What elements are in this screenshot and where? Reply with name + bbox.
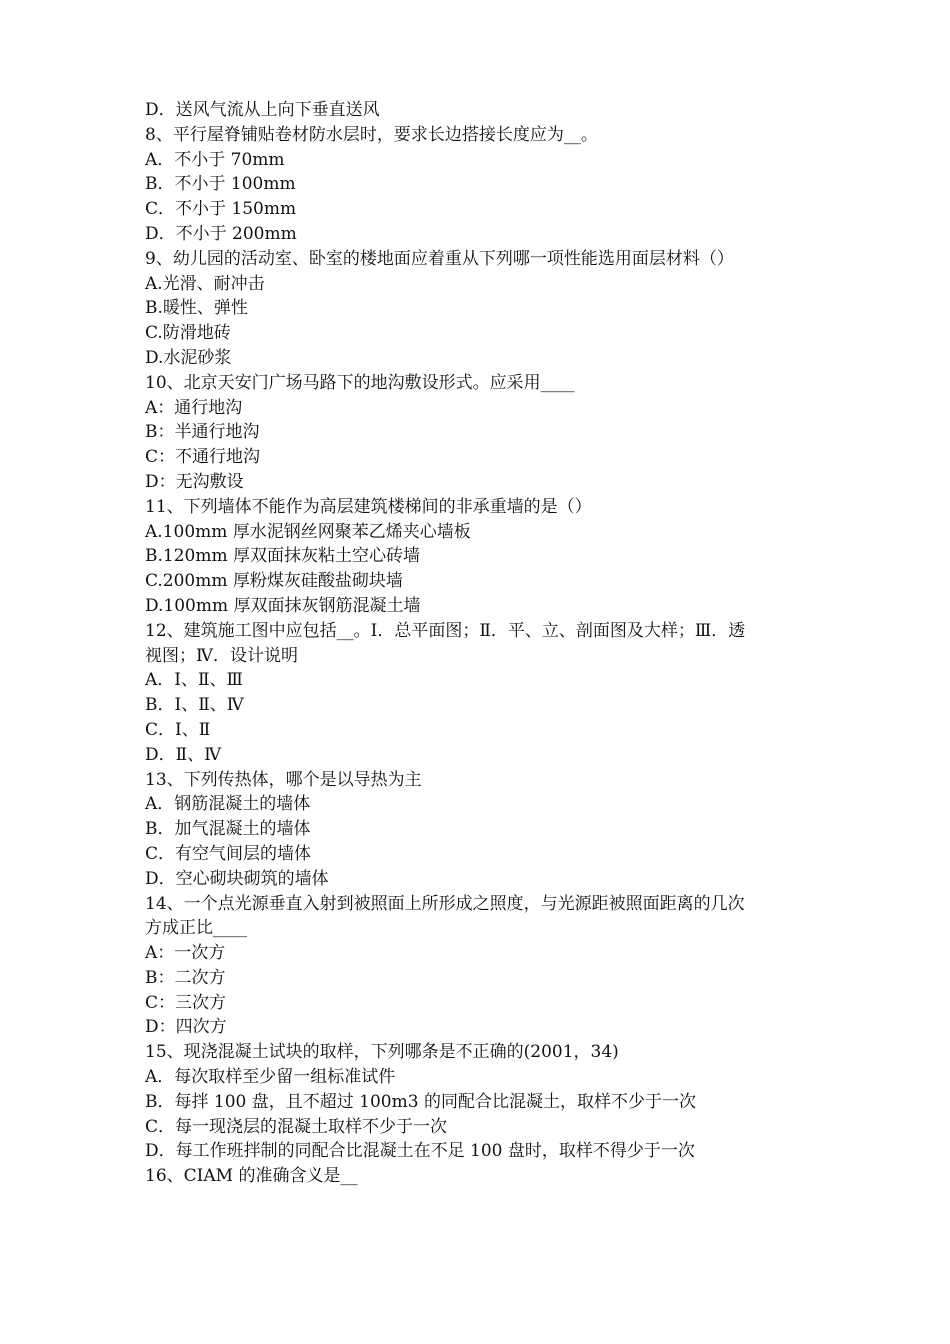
text-line: A．Ⅰ、Ⅱ、Ⅲ	[145, 670, 243, 691]
text-line: A.光滑、耐冲击	[145, 273, 265, 294]
text-line: D.水泥砂浆	[145, 347, 232, 368]
text-line: D.100mm 厚双面抹灰钢筋混凝土墙	[145, 595, 421, 616]
text-line: C：不通行地沟	[145, 447, 261, 468]
text-line: 11、下列墙体不能作为高层建筑楼梯间的非承重墙的是（）	[145, 496, 592, 517]
text-line: C.防滑地砖	[145, 323, 231, 344]
text-line: A：通行地沟	[145, 397, 243, 418]
text-line: B．不小于 100mm	[145, 174, 296, 195]
text-line: C.200mm 厚粉煤灰硅酸盐砌块墙	[145, 571, 403, 592]
text-line: A：一次方	[145, 943, 226, 964]
text-line: C．每一现浇层的混凝土取样不少于一次	[145, 1116, 448, 1137]
text-line: B.120mm 厚双面抹灰粘土空心砖墙	[145, 546, 420, 567]
document-body	[145, 98, 815, 1189]
text-line: B.暖性、弹性	[145, 298, 248, 319]
text-line: 9、幼儿园的活动室、卧室的楼地面应着重从下列哪一项性能选用面层材料（）	[145, 248, 734, 269]
text-line: A．每次取样至少留一组标准试件	[145, 1067, 396, 1088]
text-line: 10、北京天安门广场马路下的地沟敷设形式。应采用____	[145, 372, 575, 393]
text-line: 8、平行屋脊铺贴卷材防水层时，要求长边搭接长度应为__。	[145, 124, 598, 145]
text-line: D．Ⅱ、Ⅳ	[145, 744, 222, 765]
text-line: 视图；Ⅳ．设计说明	[145, 645, 298, 666]
text-line: B．每拌 100 盘，且不超过 100m3 的同配合比混凝土，取样不少于一次	[145, 1091, 696, 1112]
text-line: B：半通行地沟	[145, 422, 260, 443]
text-line: B．加气混凝土的墙体	[145, 819, 311, 840]
text-line: D：四次方	[145, 1017, 227, 1038]
text-line: B：二次方	[145, 967, 226, 988]
text-line: C．Ⅰ、Ⅱ	[145, 719, 211, 740]
text-line: D：无沟敷设	[145, 471, 244, 492]
text-line: A.100mm 厚水泥钢丝网聚苯乙烯夹心墙板	[145, 521, 471, 542]
text-line: C．有空气间层的墙体	[145, 843, 312, 864]
text-line: D．不小于 200mm	[145, 223, 297, 244]
text-line: 12、建筑施工图中应包括__。Ⅰ．总平面图；Ⅱ．平、立、剖面图及大样；Ⅲ．透	[145, 620, 746, 641]
text-line: A．钢筋混凝土的墙体	[145, 794, 311, 815]
text-line: D．送风气流从上向下垂直送风	[145, 100, 380, 120]
text-line: 15、现浇混凝土试块的取样，下列哪条是不正确的(2001，34)	[145, 1042, 619, 1063]
text-line: C：三次方	[145, 992, 227, 1013]
text-line: C．不小于 150mm	[145, 199, 297, 220]
text-line: D．每工作班拌制的同配合比混凝土在不足 100 盘时，取样不得少于一次	[145, 1141, 695, 1162]
text-line: B．Ⅰ、Ⅱ、Ⅳ	[145, 695, 244, 716]
text-line: D．空心砌块砌筑的墙体	[145, 868, 329, 889]
text-line: A．不小于 70mm	[145, 149, 285, 170]
text-line: 13、下列传热体，哪个是以导热为主	[145, 769, 422, 790]
text-line: 14、一个点光源垂直入射到被照面上所形成之照度，与光源距被照面距离的几次	[145, 893, 745, 914]
text-line: 方成正比____	[145, 918, 247, 939]
text-line: 16、CIAM 的准确含义是__	[145, 1166, 358, 1187]
